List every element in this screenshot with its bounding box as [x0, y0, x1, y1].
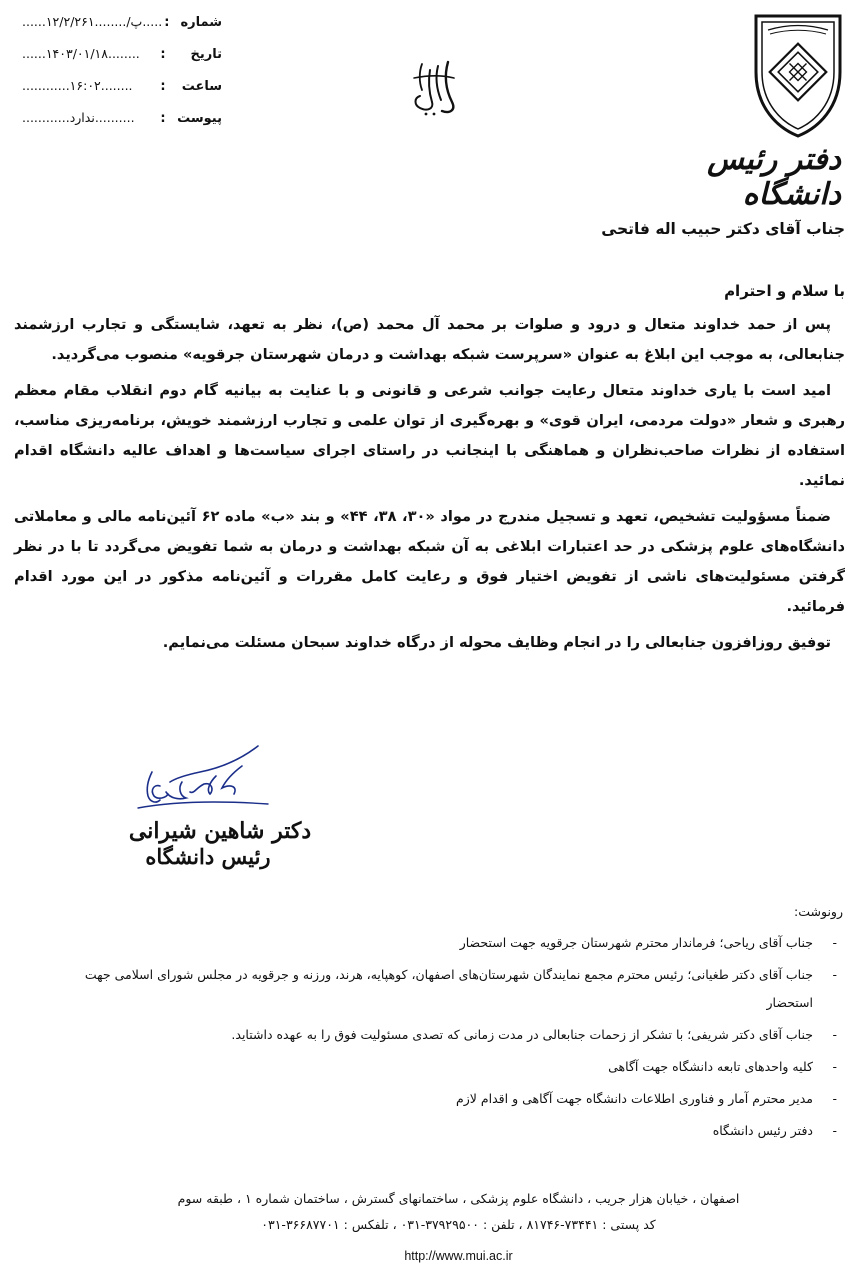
- signer-title: رئیس دانشگاه: [145, 844, 271, 869]
- cc-list: [60, 929, 843, 1145]
- date-colon: :: [160, 47, 166, 62]
- cc-item: - جناب آقای ریاحی؛ فرماندار محترم شهرستان جرقویه جهت استحضار: [60, 929, 843, 957]
- cc-item: - جناب آقای دکتر شریفی؛ با تشکر از زحمات جنابعالی در مدت زمانی که تصدی مسئولیت فوق را به عهده داشتاید.: [60, 1021, 843, 1049]
- date-label: تاریخ: [190, 47, 222, 62]
- cc-section: [60, 904, 843, 1149]
- number-colon: :: [164, 15, 170, 30]
- paragraph-delegation: ضمناً مسؤولیت تشخیص، تعهد و تسجیل مندرج در مواد «۳۰، ۳۸، ۴۴» و بند «ب» ماده ۶۲ آئین‌نامه مالی و معاملاتی دانشگاه‌های علوم پزشکی در حد اعتبارات ابلاغی به آن شبکه بهداشت و درمان به شما تفویض می‌گردد تا با در نظر گرفتن مسئولیت‌های ناشی از تفویض اختیار فوق و رعایت کامل مقررات و آئین‌نامه مذکور در این مورد اقدام فرمائید.: [14, 508, 845, 615]
- attachment-row: [22, 110, 222, 142]
- time-value: ............۱۶:۰۲........: [22, 78, 133, 93]
- letter-metadata: [22, 14, 222, 142]
- footer-contact: کد پستی : ۷۳۴۴۱-۸۱۷۴۶ ، تلفن : ۳۷۹۲۹۵۰۰-۰۳۱ ، تلفکس : ۳۶۶۸۷۷۰۱-۰۳۱: [261, 1217, 656, 1232]
- greeting: با سلام و احترام: [724, 282, 845, 300]
- attachment-colon: :: [160, 111, 166, 126]
- cc-item: - جناب آقای دکتر طغیانی؛ رئیس محترم مجمع نمایندگان شهرستان‌های اصفهان، کوهپایه، هرند، ورزنه و جرقویه در مجلس شورای اسلامی جهت استحضار: [60, 961, 843, 1017]
- footer-address: اصفهان ، خیابان هزار جریب ، دانشگاه علوم پزشکی ، ساختمانهای گسترش ، ساختمان شماره ۱ ، طبقه سوم: [177, 1191, 740, 1206]
- paragraph-closing: توفیق روزافزون جنابعالی را در انجام وظایف محوله از درگاه خداوند سبحان مسئلت می‌نمایم.: [162, 634, 831, 651]
- office-title: دفتر رئیس دانشگاه: [707, 142, 841, 212]
- number-value: ......۱۲/۲/۲۶۱......../پ.....: [22, 14, 163, 29]
- footer: [120, 1186, 797, 1268]
- basmala-calligraphy: [404, 56, 466, 118]
- cc-item: - کلیه واحدهای تابعه دانشگاه جهت آگاهی: [60, 1053, 843, 1081]
- recipient: جناب آقای دکتر حبیب اله فاتحی: [601, 220, 845, 238]
- time-row: [22, 78, 222, 110]
- cc-title: رونوشت:: [794, 904, 843, 919]
- attachment-label: پیوست: [177, 111, 222, 126]
- paragraph-expectations: امید است با یاری خداوند متعال رعایت جوانب شرعی و قانونی و با عنایت به بیانیه گام دوم انقلاب مقام معظم رهبری و شعار «دولت مردمی، ایران قوی» و بهره‌گیری از توان علمی و تجارب ارزشمند خویش، برنامه‌ریزی مناسب، استفاده از نظرات صاحب‌نظران و هماهنگی با اینجانب در راستای اجرای سیاست‌ها و اهداف عالیه دانشگاه اقدام نمائید.: [14, 382, 845, 489]
- signer-name: دکتر شاهین شیرانی: [128, 818, 312, 844]
- university-emblem: [748, 10, 848, 140]
- time-label: ساعت: [181, 79, 222, 94]
- date-value: ......۱۴۰۳/۰۱/۱۸........: [22, 46, 140, 61]
- attachment-value: ............ندارد..........: [22, 110, 135, 125]
- footer-url[interactable]: http://www.mui.ac.ir: [404, 1249, 513, 1263]
- signer-block: [120, 818, 320, 870]
- time-colon: :: [160, 79, 166, 94]
- cc-item: - مدیر محترم آمار و فناوری اطلاعات دانشگاه جهت آگاهی و اقدام لازم: [60, 1085, 843, 1113]
- handwritten-signature: [130, 742, 280, 817]
- date-row: [22, 46, 222, 78]
- cc-item: - دفتر رئیس دانشگاه: [60, 1117, 843, 1145]
- paragraph-appointment: پس از حمد خداوند متعال و درود و صلوات بر محمد آل محمد (ص)، نظر به تعهد، شایستگی و تجارب ارزشمند جنابعالی، به موجب این ابلاغ به عنوان «سرپرست شبکه بهداشت و درمان شهرستان جرقویه» منصوب می‌گردید.: [14, 316, 845, 363]
- number-label: شماره: [180, 15, 222, 30]
- number-row: [22, 14, 222, 46]
- letter-body: [14, 220, 845, 664]
